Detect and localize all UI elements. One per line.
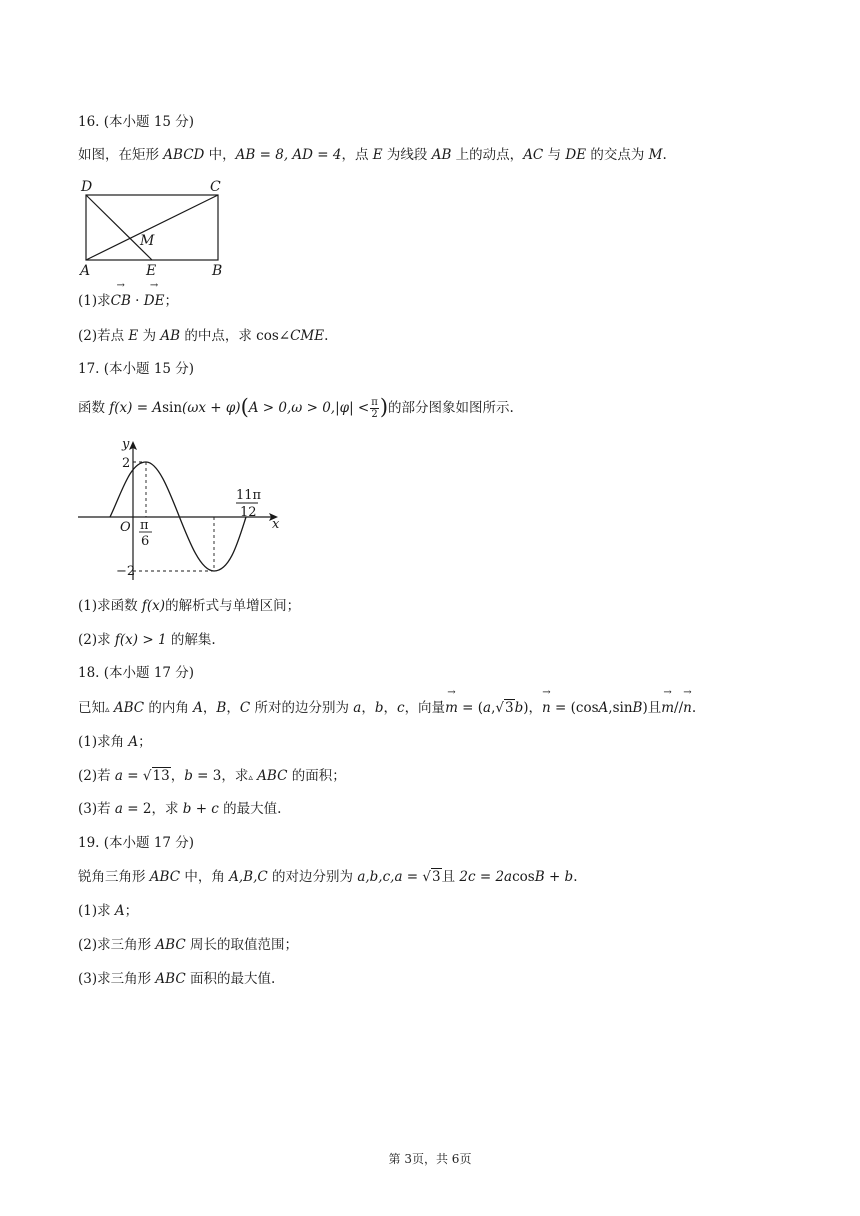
q16-part2: (2)若点 E 为 AB 的中点，求 cos∠CME. bbox=[78, 328, 329, 344]
q19-part2: (2)求三角形 ABC 周长的取值范围； bbox=[78, 937, 298, 953]
q16-header: 16. (本小题 15 分) bbox=[78, 114, 195, 130]
q19-stem: 锐角三角形 ABC 中，角 A,B,C 的对边分别为 a,b,c,a = √3且 2c = 2acosB + b. bbox=[78, 869, 578, 885]
x-tick-11pi12-num: 11π bbox=[236, 488, 262, 503]
q18-part2: (2)若 a = √13，b = 3，求▵ ABC 的面积； bbox=[78, 768, 346, 784]
label-d: D bbox=[81, 179, 93, 195]
q17-header: 17. (本小题 15 分) bbox=[78, 361, 195, 377]
vector-n-2: → n bbox=[683, 699, 692, 717]
origin-label: O bbox=[120, 520, 131, 535]
label-e: E bbox=[146, 263, 157, 279]
vector-m-2: → m bbox=[661, 699, 674, 717]
q18-header: 18. (本小题 17 分) bbox=[78, 665, 195, 681]
y-min-label: −2 bbox=[116, 564, 136, 579]
q18-part1: (1)求角 A； bbox=[78, 734, 152, 750]
label-b: B bbox=[212, 263, 223, 279]
label-a: A bbox=[80, 263, 91, 279]
vector-cb: → CB bbox=[111, 292, 131, 310]
label-m: M bbox=[140, 233, 155, 249]
q18-stem: 已知▵ ABC 的内角 A，B，C 所对的边分别为 a，b，c，向量→ m = (a,√3b)，→ n = (cosA,sinB)且→ m//→ n. bbox=[78, 699, 696, 719]
vector-m: → m bbox=[445, 699, 458, 717]
label-c: C bbox=[210, 179, 221, 195]
q18-part3: (3)若 a = 2，求 b + c 的最大值. bbox=[78, 801, 282, 817]
q16-part1: (1)求→ CB · → DE； bbox=[78, 292, 178, 310]
x-tick-pi6-den: 6 bbox=[141, 534, 150, 549]
q17-part2: (2)求 f(x) > 1 的解集. bbox=[78, 632, 216, 648]
y-max-label: 2 bbox=[122, 456, 131, 471]
x-axis-label: x bbox=[272, 517, 280, 532]
q16-stem: 如图，在矩形 ABCD 中，AB = 8, AD = 4，点 E 为线段 AB 上的动点，AC 与 DE 的交点为 M. bbox=[78, 147, 667, 163]
diagonal-ac bbox=[86, 195, 218, 260]
q19-header: 19. (本小题 17 分) bbox=[78, 835, 195, 851]
vector-n: → n bbox=[542, 699, 551, 717]
q19-part3: (3)求三角形 ABC 面积的最大值. bbox=[78, 971, 276, 987]
q17-part1: (1)求函数 f(x)的解析式与单增区间； bbox=[78, 598, 301, 614]
sine-graph bbox=[70, 432, 290, 587]
x-tick-11pi12-den: 12 bbox=[240, 505, 257, 520]
q17-stem: 函数 f(x) = Asin(ωx + φ)(A > 0,ω > 0,|φ| < $\frac{\pi}{2}$ )的部分图象如图所示. bbox=[78, 395, 514, 420]
vector-de: → DE bbox=[144, 292, 165, 310]
x-tick-pi6-num: π bbox=[140, 518, 149, 533]
q19-part1: (1)求 A； bbox=[78, 903, 139, 919]
page-footer: 第 3页，共 6页 bbox=[388, 1152, 472, 1166]
segment-de bbox=[86, 195, 152, 260]
y-axis-label: y bbox=[122, 437, 130, 452]
rectangle-figure bbox=[76, 176, 236, 281]
